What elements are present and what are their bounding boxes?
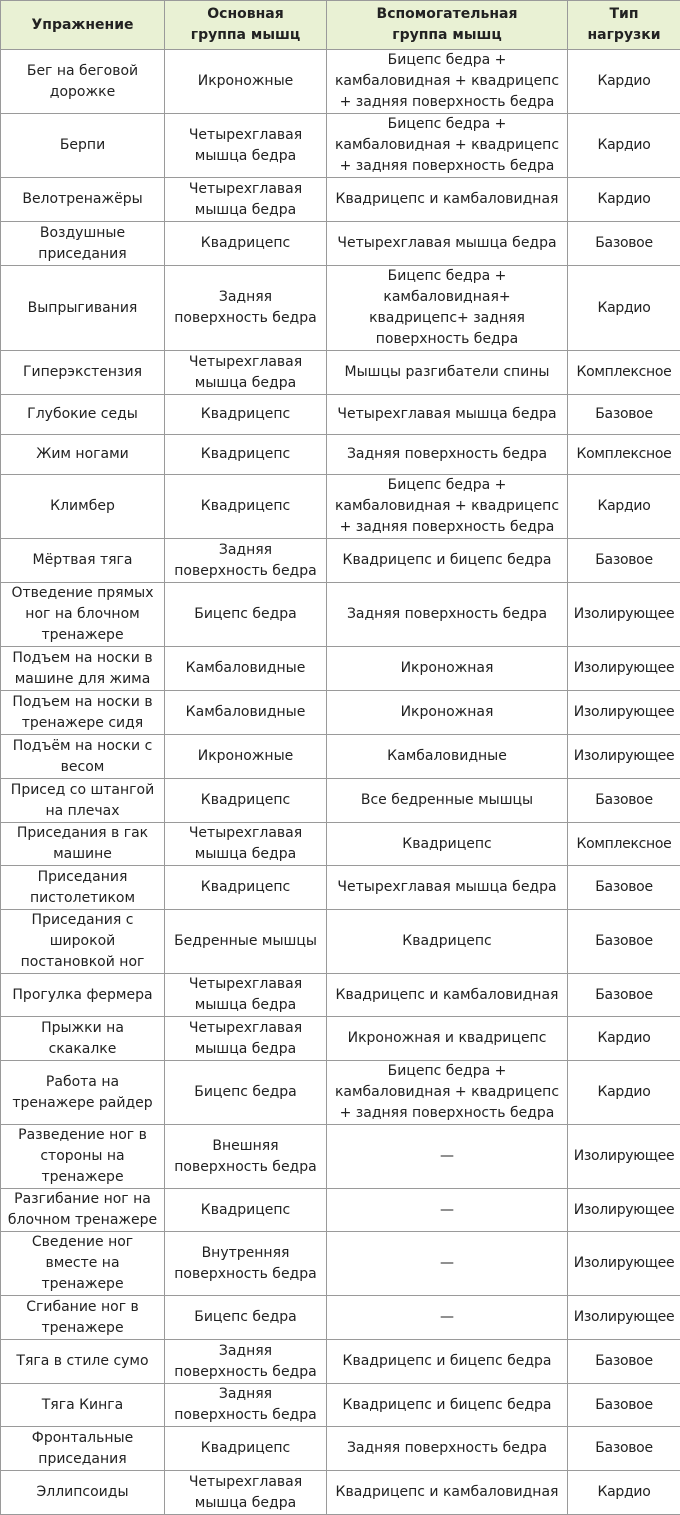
table-row [1, 351, 680, 395]
cell-secondary-muscle: Бицепс бедра + камбаловидная + квадрицепс + задняя поверхность бедра [327, 50, 568, 114]
cell-load-type: Кардио [568, 1061, 680, 1125]
cell-secondary-muscle: Икроножная и квадрицепс [327, 1017, 568, 1061]
table-row [1, 435, 680, 475]
cell-exercise: Мёртвая тяга [1, 539, 165, 583]
cell-secondary-muscle: Мышцы разгибатели спины [327, 351, 568, 395]
table-row [1, 647, 680, 691]
table-row [1, 539, 680, 583]
cell-load-type: Кардио [568, 1471, 680, 1515]
cell-primary-muscle: Задняя поверхность бедра [165, 1340, 327, 1384]
cell-primary-muscle: Внешняя поверхность бедра [165, 1125, 327, 1189]
table-row [1, 866, 680, 910]
cell-primary-muscle: Квадрицепс [165, 1427, 327, 1471]
cell-load-type: Базовое [568, 395, 680, 435]
header-primary: Основная группа мышц [165, 1, 327, 50]
cell-exercise: Приседания с широкой постановкой ног [1, 910, 165, 974]
cell-exercise: Работа на тренажере райдер [1, 1061, 165, 1125]
cell-exercise: Подъем на носки в машине для жима [1, 647, 165, 691]
cell-secondary-muscle: Четырехглавая мышца бедра [327, 395, 568, 435]
cell-secondary-muscle: Квадрицепс и бицепс бедра [327, 1340, 568, 1384]
cell-load-type: Кардио [568, 1017, 680, 1061]
cell-primary-muscle: Бедренные мышцы [165, 910, 327, 974]
table-row [1, 266, 680, 351]
cell-load-type: Кардио [568, 178, 680, 222]
table-row [1, 114, 680, 178]
cell-secondary-muscle: — [327, 1232, 568, 1296]
table-body [1, 50, 680, 1515]
cell-exercise: Тяга в стиле сумо [1, 1340, 165, 1384]
cell-load-type: Комплексное [568, 435, 680, 475]
cell-load-type: Базовое [568, 1427, 680, 1471]
cell-load-type: Базовое [568, 539, 680, 583]
cell-primary-muscle: Задняя поверхность бедра [165, 539, 327, 583]
cell-primary-muscle: Четырехглавая мышца бедра [165, 974, 327, 1017]
header-row [1, 1, 680, 50]
cell-secondary-muscle: Задняя поверхность бедра [327, 583, 568, 647]
cell-primary-muscle: Четырехглавая мышца бедра [165, 114, 327, 178]
table-row [1, 910, 680, 974]
cell-exercise: Климбер [1, 475, 165, 539]
cell-exercise: Сгибание ног в тренажере [1, 1296, 165, 1340]
cell-exercise: Велотренажёры [1, 178, 165, 222]
cell-load-type: Изолирующее [568, 735, 680, 779]
cell-secondary-muscle: Бицепс бедра + камбаловидная + квадрицепс + задняя поверхность бедра [327, 114, 568, 178]
cell-primary-muscle: Квадрицепс [165, 779, 327, 823]
cell-secondary-muscle: Камбаловидные [327, 735, 568, 779]
cell-exercise: Эллипсоиды [1, 1471, 165, 1515]
cell-load-type: Изолирующее [568, 691, 680, 735]
cell-primary-muscle: Четырехглавая мышца бедра [165, 823, 327, 866]
cell-exercise: Отведение прямых ног на блочном тренажере [1, 583, 165, 647]
table-row [1, 395, 680, 435]
cell-load-type: Изолирующее [568, 1125, 680, 1189]
table-row [1, 1471, 680, 1515]
table-row [1, 1427, 680, 1471]
cell-load-type: Базовое [568, 222, 680, 266]
table-row [1, 1296, 680, 1340]
cell-load-type: Базовое [568, 910, 680, 974]
cell-primary-muscle: Квадрицепс [165, 475, 327, 539]
cell-primary-muscle: Камбаловидные [165, 691, 327, 735]
cell-exercise: Приседания пистолетиком [1, 866, 165, 910]
cell-secondary-muscle: — [327, 1296, 568, 1340]
cell-exercise: Гиперэкстензия [1, 351, 165, 395]
cell-exercise: Берпи [1, 114, 165, 178]
table-row [1, 178, 680, 222]
cell-secondary-muscle: Икроножная [327, 647, 568, 691]
table-row [1, 475, 680, 539]
table-row [1, 974, 680, 1017]
cell-load-type: Кардио [568, 475, 680, 539]
cell-exercise: Глубокие седы [1, 395, 165, 435]
cell-exercise: Фронтальные приседания [1, 1427, 165, 1471]
cell-exercise: Подъём на носки с весом [1, 735, 165, 779]
table-row [1, 1384, 680, 1427]
table-row [1, 1340, 680, 1384]
cell-primary-muscle: Задняя поверхность бедра [165, 1384, 327, 1427]
cell-load-type: Изолирующее [568, 647, 680, 691]
table-row [1, 50, 680, 114]
table-row [1, 222, 680, 266]
cell-primary-muscle: Квадрицепс [165, 222, 327, 266]
table-row [1, 779, 680, 823]
table-row [1, 1061, 680, 1125]
cell-secondary-muscle: Икроножная [327, 691, 568, 735]
cell-primary-muscle: Квадрицепс [165, 395, 327, 435]
cell-exercise: Прыжки на скакалке [1, 1017, 165, 1061]
cell-secondary-muscle: Четырехглавая мышца бедра [327, 222, 568, 266]
cell-secondary-muscle: Задняя поверхность бедра [327, 1427, 568, 1471]
cell-load-type: Комплексное [568, 351, 680, 395]
cell-secondary-muscle: Квадрицепс и бицепс бедра [327, 539, 568, 583]
header-secondary: Вспомогательная группа мышц [327, 1, 568, 50]
cell-exercise: Тяга Кинга [1, 1384, 165, 1427]
cell-exercise: Воздушные приседания [1, 222, 165, 266]
cell-exercise: Присед со штангой на плечах [1, 779, 165, 823]
cell-exercise: Жим ногами [1, 435, 165, 475]
cell-exercise: Бег на беговой дорожке [1, 50, 165, 114]
cell-secondary-muscle: Задняя поверхность бедра [327, 435, 568, 475]
cell-secondary-muscle: — [327, 1189, 568, 1232]
cell-primary-muscle: Камбаловидные [165, 647, 327, 691]
cell-secondary-muscle: Бицепс бедра + камбаловидная + квадрицепс + задняя поверхность бедра [327, 1061, 568, 1125]
cell-secondary-muscle: Квадрицепс [327, 910, 568, 974]
cell-load-type: Комплексное [568, 823, 680, 866]
cell-secondary-muscle: Квадрицепс и камбаловидная [327, 178, 568, 222]
cell-exercise: Выпрыгивания [1, 266, 165, 351]
cell-load-type: Базовое [568, 1384, 680, 1427]
table-row [1, 583, 680, 647]
table-row [1, 735, 680, 779]
cell-secondary-muscle: Квадрицепс [327, 823, 568, 866]
cell-load-type: Изолирующее [568, 583, 680, 647]
cell-load-type: Кардио [568, 266, 680, 351]
cell-primary-muscle: Квадрицепс [165, 866, 327, 910]
cell-secondary-muscle: Все бедренные мышцы [327, 779, 568, 823]
cell-secondary-muscle: Квадрицепс и бицепс бедра [327, 1384, 568, 1427]
table-row [1, 823, 680, 866]
table-row [1, 1189, 680, 1232]
cell-exercise: Разведение ног в стороны на тренажере [1, 1125, 165, 1189]
cell-load-type: Базовое [568, 1340, 680, 1384]
table-row [1, 1125, 680, 1189]
header-exercise: Упражнение [1, 1, 165, 50]
cell-primary-muscle: Квадрицепс [165, 435, 327, 475]
cell-load-type: Базовое [568, 779, 680, 823]
cell-exercise: Сведение ног вместе на тренажере [1, 1232, 165, 1296]
cell-load-type: Изолирующее [568, 1189, 680, 1232]
cell-primary-muscle: Четырехглавая мышца бедра [165, 1471, 327, 1515]
cell-exercise: Разгибание ног на блочном тренажере [1, 1189, 165, 1232]
cell-primary-muscle: Бицепс бедра [165, 1061, 327, 1125]
cell-secondary-muscle: — [327, 1125, 568, 1189]
cell-secondary-muscle: Бицепс бедра + камбаловидная+ квадрицепс+ задняя поверхность бедра [327, 266, 568, 351]
cell-secondary-muscle: Четырехглавая мышца бедра [327, 866, 568, 910]
cell-primary-muscle: Икроножные [165, 50, 327, 114]
cell-secondary-muscle: Бицепс бедра + камбаловидная + квадрицепс + задняя поверхность бедра [327, 475, 568, 539]
cell-primary-muscle: Бицепс бедра [165, 583, 327, 647]
cell-exercise: Приседания в гак машине [1, 823, 165, 866]
cell-primary-muscle: Икроножные [165, 735, 327, 779]
table-row [1, 1232, 680, 1296]
cell-exercise: Подъем на носки в тренажере сидя [1, 691, 165, 735]
cell-load-type: Изолирующее [568, 1232, 680, 1296]
cell-primary-muscle: Квадрицепс [165, 1189, 327, 1232]
cell-secondary-muscle: Квадрицепс и камбаловидная [327, 974, 568, 1017]
cell-primary-muscle: Четырехглавая мышца бедра [165, 351, 327, 395]
cell-secondary-muscle: Квадрицепс и камбаловидная [327, 1471, 568, 1515]
table-row [1, 1017, 680, 1061]
cell-primary-muscle: Бицепс бедра [165, 1296, 327, 1340]
cell-load-type: Изолирующее [568, 1296, 680, 1340]
cell-primary-muscle: Четырехглавая мышца бедра [165, 1017, 327, 1061]
header-type: Тип нагрузки [568, 1, 680, 50]
cell-exercise: Прогулка фермера [1, 974, 165, 1017]
cell-primary-muscle: Четырехглавая мышца бедра [165, 178, 327, 222]
cell-primary-muscle: Внутренняя поверхность бедра [165, 1232, 327, 1296]
cell-load-type: Базовое [568, 974, 680, 1017]
cell-load-type: Кардио [568, 50, 680, 114]
table-row [1, 691, 680, 735]
cell-load-type: Кардио [568, 114, 680, 178]
cell-primary-muscle: Задняя поверхность бедра [165, 266, 327, 351]
cell-load-type: Базовое [568, 866, 680, 910]
